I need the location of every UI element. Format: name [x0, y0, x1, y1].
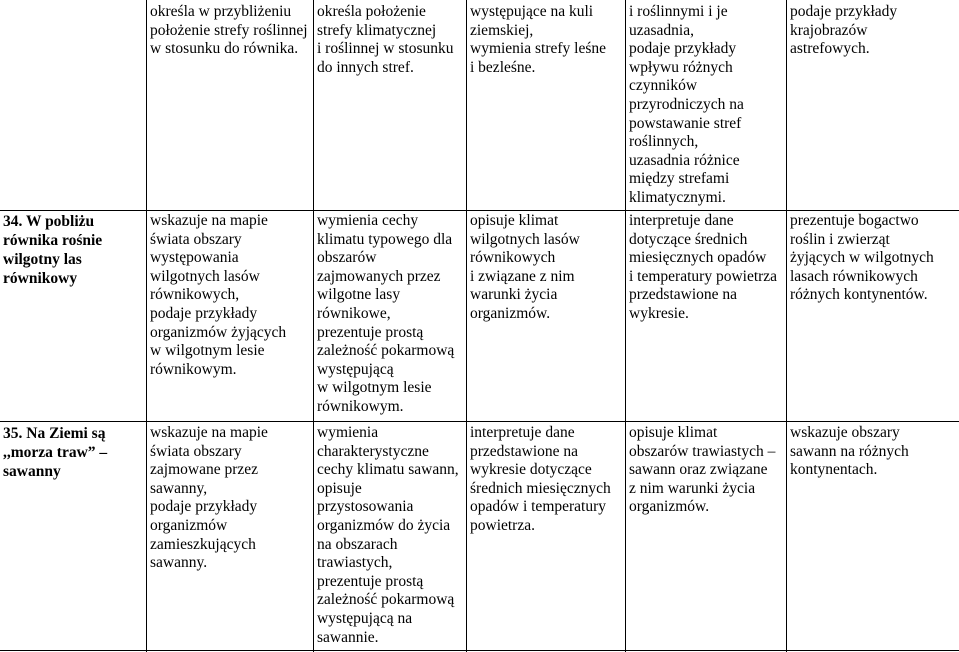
table-cell: interpretuje dane dotyczące średnich miesięcznych opadów i temperatury powietrza przedstawione na wykresie.: [629, 212, 778, 322]
row-divider: [0, 650, 959, 651]
table-cell: wskazuje na mapie świata obszary zajmowane przez sawanny, podaje przykłady organizmów zamieszkujących sawanny.: [150, 424, 268, 572]
column-divider: [146, 0, 147, 652]
row-divider: [0, 210, 959, 211]
column-divider: [466, 0, 467, 652]
table-cell: występujące na kuli ziemskiej, wymienia strefy leśne i bezleśne.: [470, 3, 607, 76]
column-divider: [786, 0, 787, 652]
table-cell: określa w przybliżeniu położenie strefy roślinnej w stosunku do równika.: [150, 3, 308, 58]
column-divider: [625, 0, 626, 652]
table-cell: wymienia cechy klimatu typowego dla obszarów zajmowanych przez wilgotne lasy równikowe, prezentuje prostą zależność pokarmową występującą w wilgotnym lesie równikowym.: [317, 212, 455, 415]
table-cell: wskazuje na mapie świata obszary występowania wilgotnych lasów równikowych, podaje przykłady organizmów żyjących w wilgotnym lesie równikowym.: [150, 212, 287, 378]
table-cell: interpretuje dane przedstawione na wykresie dotyczące średnich miesięcznych opadów i temperatury powietrza.: [470, 424, 611, 534]
topic-title: 34. W pobliżu równika rośnie wilgotny las równikowy: [3, 213, 103, 287]
table-cell: wskazuje obszary sawann na różnych kontynentach.: [790, 424, 909, 479]
topic-title: 35. Na Ziemi są ,,morza traw” – sawanny: [3, 425, 108, 480]
table-cell: prezentuje bogactwo roślin i zwierząt żyjących w wilgotnych lasach równikowych różnych kontynentów.: [790, 212, 934, 304]
table-cell: i roślinnymi i je uzasadnia, podaje przykłady wpływu różnych czynników przyrodniczych na powstawanie stref roślinnych, uzasadnia różnice między strefami klimatycznymi.: [629, 3, 744, 206]
table-cell: opisuje klimat wilgotnych lasów równikowych i związane z nim warunki życia organizmów.: [470, 212, 580, 322]
row-divider: [0, 421, 959, 422]
table-cell: podaje przykłady krajobrazów astrefowych.: [790, 3, 898, 58]
table-cell: opisuje klimat obszarów trawiastych – sawann oraz związane z nim warunki życia organizmów.: [629, 424, 776, 516]
column-divider: [313, 0, 314, 652]
table-cell: wymienia charakterystyczne cechy klimatu sawann, opisuje przystosowania organizmów do życia na obszarach trawiastych, prezentuje prostą zależność pokarmową występującą na sawannie.: [317, 424, 459, 646]
table-cell: określa położenie strefy klimatycznej i roślinnej w stosunku do innych stref.: [317, 3, 454, 76]
